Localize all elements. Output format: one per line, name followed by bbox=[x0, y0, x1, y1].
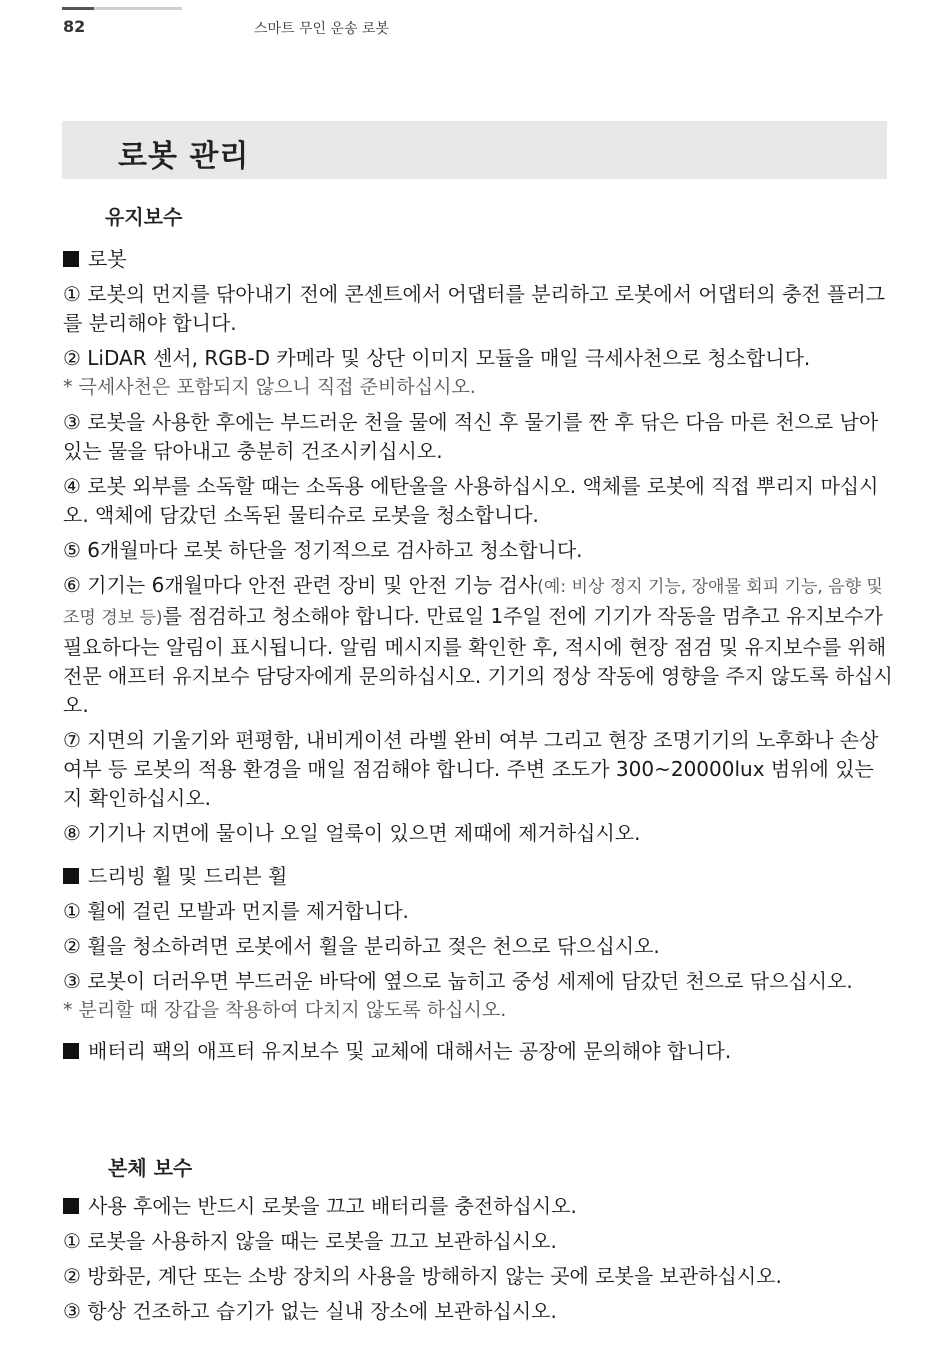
wheel-item-1: ① 휠에 걸린 모발과 먼지를 제거합니다. bbox=[63, 899, 409, 923]
maintenance-item-8: ⑧ 기기나 지면에 물이나 오일 얼룩이 있으면 제때에 제거하십시오. bbox=[63, 821, 641, 845]
square-bullet-icon bbox=[63, 868, 79, 884]
wheel-item-2: ② 휠을 청소하려면 로봇에서 휠을 분리하고 젖은 천으로 닦으십시오. bbox=[63, 934, 660, 958]
storage-item-2: ② 방화문, 계단 또는 소방 장치의 사용을 방해하지 않는 곳에 로봇을 보관하십시오. bbox=[63, 1264, 782, 1288]
square-bullet-icon bbox=[63, 1198, 79, 1214]
storage-content bbox=[63, 1192, 893, 1332]
storage-heading: 본체 보수 bbox=[108, 1156, 193, 1180]
page-number: 82 bbox=[63, 17, 86, 36]
maintenance-note-2: * 극세사천은 포함되지 않으니 직접 준비하십시오. bbox=[63, 376, 476, 398]
wheel-item-3: ③ 로봇이 더러우면 부드러운 바닥에 옆으로 눕히고 중성 세제에 담갔던 천으로 닦으십시오. bbox=[63, 969, 853, 993]
storage-lead: 사용 후에는 반드시 로봇을 끄고 배터리를 충전하십시오. bbox=[63, 1192, 893, 1221]
maintenance-heading: 유지보수 bbox=[105, 205, 183, 229]
maintenance-item-7: ⑦ 지면의 기울기와 편평함, 내비게이션 라벨 완비 여부 그리고 현장 조명기기의 노후화나 손상 여부 등 로봇의 적용 환경을 매일 점검해야 합니다. 주변 조도가 300~20000lux 범위에 있는지 확인하십시오. bbox=[63, 728, 879, 810]
section-title: 로봇 관리 bbox=[118, 139, 250, 174]
maintenance-item-5: ⑤ 6개월마다 로봇 하단을 정기적으로 검사하고 청소합니다. bbox=[63, 538, 583, 562]
running-title: 스마트 무인 운송 로봇 bbox=[254, 21, 390, 37]
section-title-band bbox=[62, 121, 887, 179]
square-bullet-icon bbox=[63, 1043, 79, 1059]
storage-item-1: ① 로봇을 사용하지 않을 때는 로봇을 끄고 보관하십시오. bbox=[63, 1229, 557, 1253]
wheel-subheading: 드리빙 휠 및 드리븐 휠 bbox=[63, 862, 893, 891]
maintenance-content bbox=[63, 245, 893, 1072]
battery-line: 배터리 팩의 애프터 유지보수 및 교체에 대해서는 공장에 문의해야 합니다. bbox=[63, 1037, 893, 1066]
maintenance-item-6: ⑥ 기기는 6개월마다 안전 관련 장비 및 안전 기능 검사(예: 비상 정지 기능, 장애물 회피 기능, 음향 및 조명 경보 등)를 점검하고 청소해야 합니다. 만료일 1주일 전에 기기가 작동을 멈추고 유지보수가 필요하다는 알림이 표시됩니다. 알림 메시지를 확인한 후, 적시에 현장 점검 및 유지보수를 위해 전문 애프터 유지보수 담당자에게 문의하십시오. 기기의 정상 작동에 영향을 주지 않도록 하십시오. bbox=[63, 573, 893, 717]
maintenance-item-3: ③ 로봇을 사용한 후에는 부드러운 천을 물에 적신 후 물기를 짠 후 닦은 다음 마른 천으로 남아 있는 물을 닦아내고 충분히 건조시키십시오. bbox=[63, 410, 879, 463]
maintenance-item-4: ④ 로봇 외부를 소독할 때는 소독용 에탄올을 사용하십시오. 액체를 로봇에 직접 뿌리지 마십시오. 액체에 담갔던 소독된 물티슈로 로봇을 청소합니다. bbox=[63, 474, 879, 527]
square-bullet-icon bbox=[63, 251, 79, 267]
header-rule-light bbox=[94, 7, 182, 10]
wheel-note: * 분리할 때 장갑을 착용하여 다치지 않도록 하십시오. bbox=[63, 999, 507, 1021]
maintenance-item-1: ① 로봇의 먼지를 닦아내기 전에 콘센트에서 어댑터를 분리하고 로봇에서 어댑터의 충전 플러그를 분리해야 합니다. bbox=[63, 282, 886, 335]
robot-subheading: 로봇 bbox=[63, 245, 893, 274]
storage-item-3: ③ 항상 건조하고 습기가 없는 실내 장소에 보관하십시오. bbox=[63, 1299, 557, 1323]
maintenance-item-2: ② LiDAR 센서, RGB-D 카메라 및 상단 이미지 모듈을 매일 극세사천으로 청소합니다. bbox=[63, 346, 811, 370]
header-rule-dark bbox=[62, 7, 94, 10]
